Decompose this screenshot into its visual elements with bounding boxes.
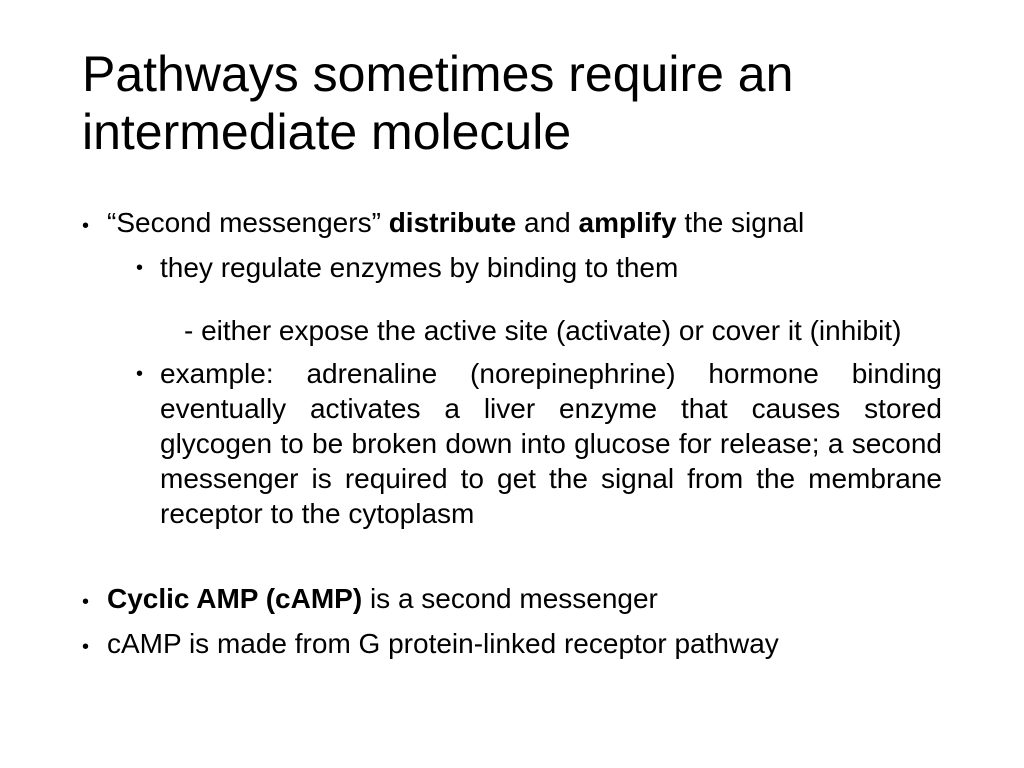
sub-point-expose-site: - either expose the active site (activate) or cover it (inhibit) [184,315,902,346]
bullet-dot: • [82,636,90,658]
bullet-cyclic-amp [82,581,942,616]
bullet-second-messengers [82,205,942,240]
bullet-text-3: the signal [676,207,805,238]
bullet-text: example: adrenaline (norepinephrine) hormone binding eventually activates a liver enzyme that causes stored glycogen to be broken down into glucose for release; a second messenger is required to get the signal from the membrane receptor to the cytoplasm [160,358,942,529]
slide-body [82,205,942,671]
bullet-dot: • [82,215,90,237]
bold-cyclic-amp: Cyclic AMP (cAMP) [107,583,363,614]
spacer [82,539,942,581]
bullet-dot: • [82,591,90,613]
bold-distribute: distribute [388,207,517,238]
bullet-text-2: and [516,207,579,238]
bullet-camp-made [82,626,942,661]
bullet-dot: • [136,257,144,279]
bullet-regulate-enzymes [136,250,942,285]
bullet-example [136,356,942,531]
bullet-text-1: “Second messengers” [107,207,389,238]
bullet-dot: • [136,363,144,385]
bullet-text: is a second messenger [362,583,658,614]
bullet-text: they regulate enzymes by binding to them [160,252,679,283]
slide-title: Pathways sometimes require an intermediate molecule [82,46,794,160]
bold-amplify: amplify [578,207,677,238]
bullet-text: cAMP is made from G protein-linked receptor pathway [107,628,779,659]
